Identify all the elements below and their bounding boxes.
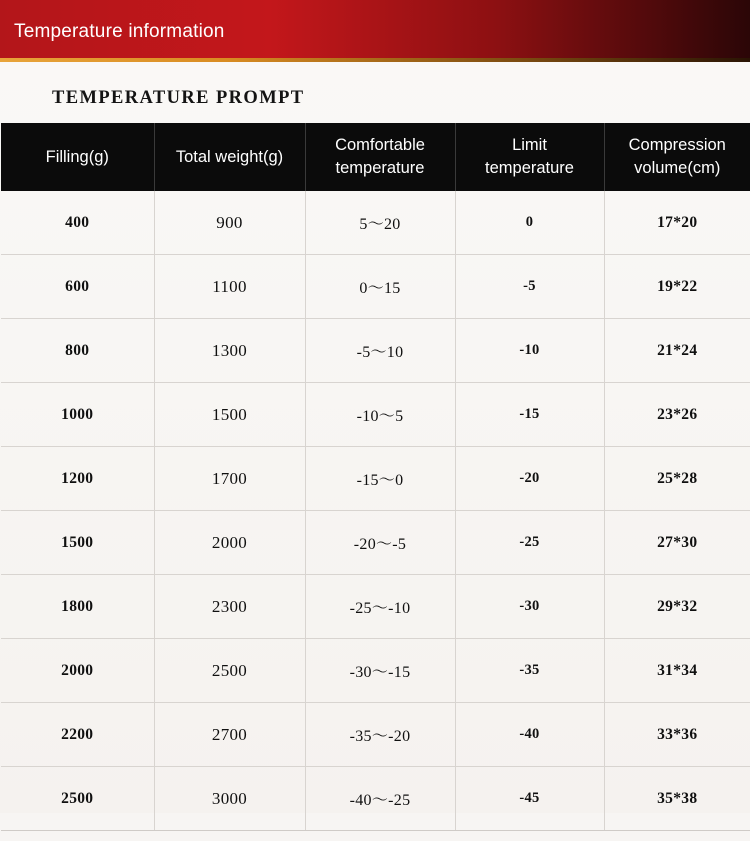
table-row xyxy=(1,703,750,767)
table-row xyxy=(1,383,750,447)
col-header-comfortable-line1: Comfortable xyxy=(335,136,425,154)
cell-compression-volume: 25*28 xyxy=(604,447,750,511)
cell-limit-temperature: -25 xyxy=(455,511,604,575)
cell-total-weight: 1300 xyxy=(154,319,305,383)
cell-limit-temperature: 0 xyxy=(455,191,604,255)
cell-total-weight: 2500 xyxy=(154,639,305,703)
temperature-table xyxy=(1,123,750,831)
cell-filling: 2000 xyxy=(1,639,154,703)
cell-comfortable-temperature: -35～-20 xyxy=(305,703,455,767)
col-header-limit-temperature xyxy=(455,123,604,191)
col-header-total-weight-line1: Total weight(g) xyxy=(175,147,284,166)
cell-filling: 600 xyxy=(1,255,154,319)
table-row xyxy=(1,447,750,511)
cell-limit-temperature: -40 xyxy=(455,703,604,767)
cell-limit-temperature: -35 xyxy=(455,639,604,703)
cell-total-weight: 900 xyxy=(154,191,305,255)
cell-total-weight: 3000 xyxy=(154,767,305,831)
table-row xyxy=(1,191,750,255)
col-header-comfortable-line2: temperature xyxy=(335,159,425,177)
col-header-limit-line2: temperature xyxy=(485,159,574,177)
cell-limit-temperature: -15 xyxy=(455,383,604,447)
cell-total-weight: 2700 xyxy=(154,703,305,767)
table-header xyxy=(1,123,750,191)
cell-limit-temperature: -10 xyxy=(455,319,604,383)
cell-comfortable-temperature: -15～0 xyxy=(305,447,455,511)
cell-comfortable-temperature: -30～-15 xyxy=(305,639,455,703)
cell-total-weight: 2300 xyxy=(154,575,305,639)
cell-total-weight: 1500 xyxy=(154,383,305,447)
table-body xyxy=(1,191,750,831)
page-bottom-spacer xyxy=(0,831,750,841)
cell-filling: 400 xyxy=(1,191,154,255)
cell-limit-temperature: -30 xyxy=(455,575,604,639)
cell-total-weight: 1700 xyxy=(154,447,305,511)
col-header-total-weight xyxy=(154,123,305,191)
cell-compression-volume: 21*24 xyxy=(604,319,750,383)
cell-limit-temperature: -20 xyxy=(455,447,604,511)
table-header-row xyxy=(1,123,750,191)
cell-limit-temperature: -5 xyxy=(455,255,604,319)
cell-filling: 2200 xyxy=(1,703,154,767)
section-title: TEMPERATURE PROMPT xyxy=(52,88,305,108)
cell-compression-volume: 35*38 xyxy=(604,767,750,831)
col-header-filling xyxy=(1,123,154,191)
cell-total-weight: 1100 xyxy=(154,255,305,319)
col-header-limit-line1: Limit xyxy=(512,136,547,154)
cell-comfortable-temperature: 0～15 xyxy=(305,255,455,319)
banner-title: Temperature information xyxy=(14,21,225,42)
cell-filling: 1000 xyxy=(1,383,154,447)
cell-comfortable-temperature: -20～-5 xyxy=(305,511,455,575)
cell-compression-volume: 19*22 xyxy=(604,255,750,319)
cell-comfortable-temperature: -5～10 xyxy=(305,319,455,383)
cell-comfortable-temperature: -40～-25 xyxy=(305,767,455,831)
cell-compression-volume: 27*30 xyxy=(604,511,750,575)
cell-total-weight: 2000 xyxy=(154,511,305,575)
cell-filling: 1200 xyxy=(1,447,154,511)
cell-comfortable-temperature: 5～20 xyxy=(305,191,455,255)
cell-comfortable-temperature: -10～5 xyxy=(305,383,455,447)
cell-limit-temperature: -45 xyxy=(455,767,604,831)
cell-filling: 800 xyxy=(1,319,154,383)
table-row xyxy=(1,319,750,383)
cell-compression-volume: 23*26 xyxy=(604,383,750,447)
cell-compression-volume: 29*32 xyxy=(604,575,750,639)
table-row xyxy=(1,255,750,319)
cell-comfortable-temperature: -25～-10 xyxy=(305,575,455,639)
cell-filling: 2500 xyxy=(1,767,154,831)
col-header-compression-line2: volume(cm) xyxy=(634,159,721,177)
temperature-table-wrapper xyxy=(0,123,750,831)
cell-filling: 1800 xyxy=(1,575,154,639)
cell-compression-volume: 31*34 xyxy=(604,639,750,703)
table-row xyxy=(1,767,750,831)
table-row xyxy=(1,575,750,639)
col-header-comfortable-temperature xyxy=(305,123,455,191)
table-row xyxy=(1,511,750,575)
col-header-filling-line1: Filling(g) xyxy=(45,147,109,166)
col-header-compression-volume xyxy=(604,123,750,191)
cell-compression-volume: 17*20 xyxy=(604,191,750,255)
table-row xyxy=(1,639,750,703)
cell-compression-volume: 33*36 xyxy=(604,703,750,767)
page-banner xyxy=(0,0,750,62)
cell-filling: 1500 xyxy=(1,511,154,575)
col-header-compression-line1: Compression xyxy=(628,136,726,154)
